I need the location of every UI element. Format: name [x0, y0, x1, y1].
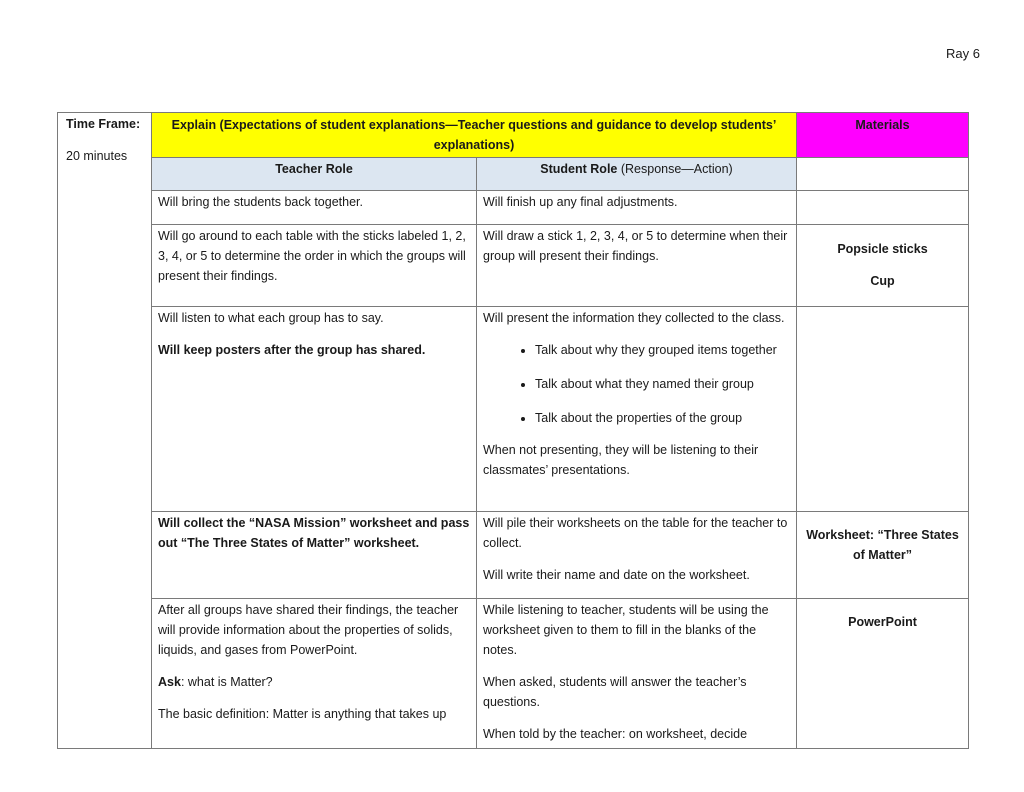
page-number-header: Ray 6 [946, 46, 980, 61]
student-cell-row4 [477, 511, 797, 598]
materials-cell-row3 [797, 306, 969, 511]
teacher-row5-text-3: The basic definition: Matter is anything that takes up [158, 706, 447, 721]
student-row3-intro: Will present the information they collected to the class. [483, 310, 785, 325]
teacher-role-heading [152, 158, 477, 191]
teacher-row1-text: Will bring the students back together. [158, 195, 363, 209]
ask-text: : what is Matter? [180, 674, 273, 689]
teacher-cell-row2 [152, 225, 477, 307]
teacher-cell-row1 [152, 191, 477, 225]
lesson-plan-table [57, 112, 969, 749]
materials-cell-row1 [797, 191, 969, 225]
student-row3-outro: When not presenting, they will be listening to their classmates’ presentations. [483, 442, 759, 477]
student-row4-text-1: Will pile their worksheets on the table for the teacher to collect. [483, 515, 788, 550]
teacher-row5-text-1: After all groups have shared their findings, the teacher will provide information about the properties of solids, liquids, and gases from PowerPoint. [158, 602, 459, 657]
list-item: • Talk about the properties of the group [535, 408, 790, 428]
materials-blank-cell [797, 158, 969, 191]
student-row4-text-2: Will write their name and date on the worksheet. [483, 567, 750, 582]
materials-heading: Materials [797, 113, 969, 158]
materials-cell-row2 [797, 225, 969, 307]
student-role-heading [477, 158, 797, 191]
student-row5-text-2: When asked, students will answer the teacher’s questions. [483, 674, 747, 709]
time-frame-value: 20 minutes [66, 149, 128, 163]
teacher-row5-ask [158, 672, 470, 692]
materials-cell-row4 [797, 511, 969, 598]
ask-label: Ask [158, 674, 181, 689]
material-worksheet: Worksheet: “Three States of Matter” [806, 528, 959, 562]
student-role-heading-sub: (Response—Action) [617, 162, 733, 176]
time-frame-label: Time Frame: [66, 117, 141, 131]
student-row5-text-1: While listening to teacher, students will be using the worksheet given to them to fill in the blanks of the notes. [483, 602, 769, 657]
materials-cell-row5 [797, 598, 969, 748]
teacher-cell-row5 [152, 598, 477, 748]
student-row2-text: Will draw a stick 1, 2, 3, 4, or 5 to determine when their group will present their findings. [483, 229, 788, 263]
teacher-cell-row4 [152, 511, 477, 598]
material-cup: Cup [870, 274, 895, 288]
student-cell-row5 [477, 598, 797, 748]
student-cell-row1 [477, 191, 797, 225]
student-cell-row3 [477, 306, 797, 511]
teacher-role-heading-text: Teacher Role [275, 162, 353, 176]
teacher-row3-bold-text: Will keep posters after the group has shared. [158, 342, 426, 357]
time-frame-cell [58, 113, 152, 749]
student-role-heading-text: Student Role [540, 162, 618, 176]
list-item: • Talk about why they grouped items together [535, 340, 790, 360]
teacher-cell-row3 [152, 306, 477, 511]
student-row3-bullet-list [483, 340, 790, 428]
explain-heading: Explain (Expectations of student explanations—Teacher questions and guidance to develop students’ explanations) [152, 113, 797, 158]
student-row5-text-3: When told by the teacher: on worksheet, decide [483, 726, 748, 741]
teacher-row2-text: Will go around to each table with the sticks labeled 1, 2, 3, 4, or 5 to determine the order in which the groups will present their findings. [158, 229, 466, 283]
material-powerpoint: PowerPoint [848, 615, 917, 629]
teacher-row4-text: Will collect the “NASA Mission” worksheet and pass out “The Three States of Matter” worksheet. [158, 515, 470, 550]
teacher-row3-text: Will listen to what each group has to say. [158, 310, 384, 325]
student-row1-text: Will finish up any final adjustments. [483, 195, 678, 209]
material-popsicle-sticks: Popsicle sticks [837, 241, 928, 256]
student-cell-row2 [477, 225, 797, 307]
list-item: • Talk about what they named their group [535, 374, 790, 394]
